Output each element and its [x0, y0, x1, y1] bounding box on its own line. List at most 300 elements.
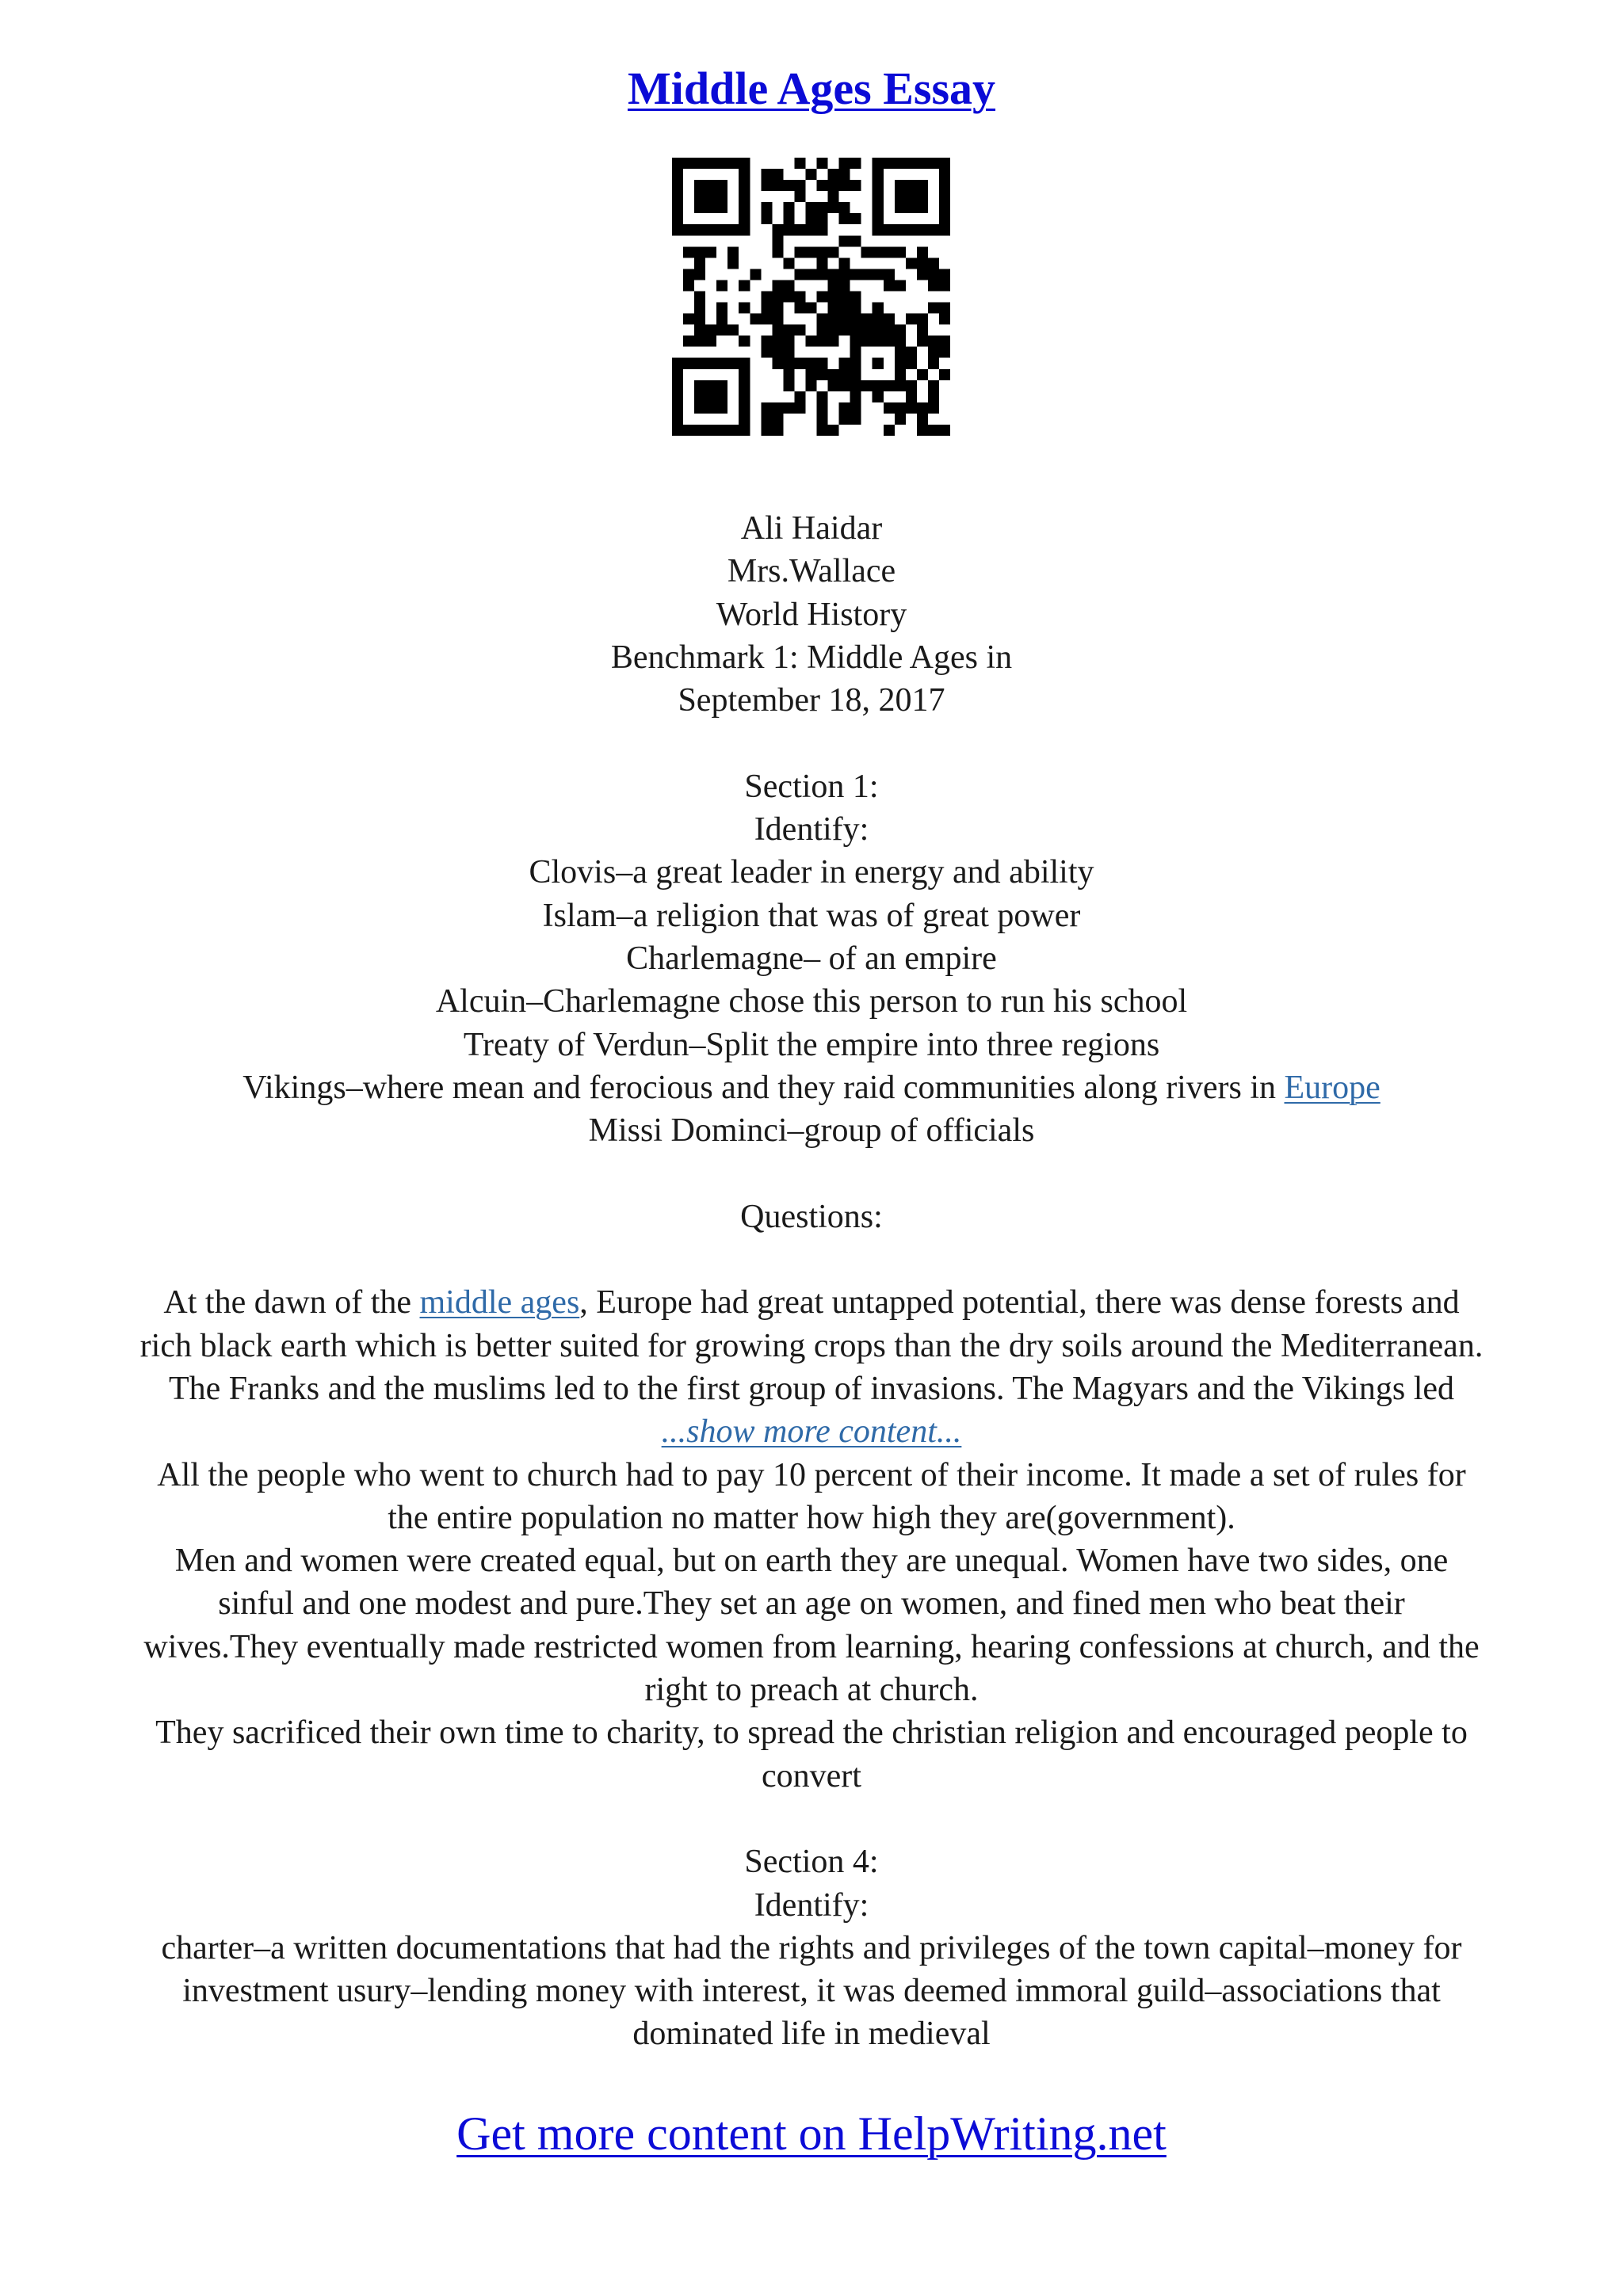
qr-module [772, 402, 783, 414]
qr-module [672, 224, 683, 235]
qr-module [861, 336, 873, 347]
qr-module [716, 425, 727, 436]
qr-module [928, 347, 939, 358]
middle-ages-link[interactable]: middle ages [419, 1284, 580, 1322]
qr-module [828, 202, 839, 213]
qr-module [884, 269, 895, 280]
qr-module [850, 336, 861, 347]
essay-body [63, 507, 1560, 2056]
qr-module [694, 425, 705, 436]
qr-module [817, 425, 828, 436]
qr-module [672, 180, 683, 191]
qr-module [772, 425, 783, 436]
qr-module [917, 191, 928, 202]
qr-module [783, 347, 794, 358]
p1-suffix: , Europe had great untapped potential, there was dense forests and [579, 1284, 1460, 1322]
qr-module [873, 224, 884, 235]
qr-module [873, 191, 884, 202]
qr-module [928, 303, 939, 314]
qr-module [928, 391, 939, 402]
qr-module [817, 291, 828, 302]
qr-module [694, 291, 705, 302]
qr-module [928, 402, 939, 414]
qr-module [939, 180, 950, 191]
paragraph-line: The Franks and the muslims led to the first group of invasions. The Magyars and the Vikings led [168, 1370, 1455, 1407]
qr-module [928, 280, 939, 291]
qr-module [850, 380, 861, 391]
qr-module [884, 425, 895, 436]
qr-module [716, 325, 727, 336]
qr-module [783, 280, 794, 291]
qr-module [895, 358, 906, 369]
qr-module [805, 369, 816, 380]
qr-module [906, 358, 917, 369]
qr-module [895, 347, 906, 358]
qr-module [672, 414, 683, 425]
qr-module [850, 269, 861, 280]
qr-module [839, 180, 850, 191]
qr-module [873, 213, 884, 224]
qr-module [817, 269, 828, 280]
qr-module [739, 425, 750, 436]
qr-module [850, 402, 861, 414]
qr-module [705, 425, 716, 436]
qr-module [873, 358, 884, 369]
qr-module [694, 180, 705, 191]
qr-module [727, 246, 739, 257]
qr-module [772, 303, 783, 314]
qr-module [739, 380, 750, 391]
qr-module [783, 180, 794, 191]
qr-module [805, 246, 816, 257]
qr-module [928, 425, 939, 436]
qr-module [694, 336, 705, 347]
qr-module [873, 380, 884, 391]
qr-module [805, 202, 816, 213]
paragraph-line: investment usury–lending money with interest, it was deemed immoral guild–associations that [182, 1973, 1441, 2010]
qr-module [739, 224, 750, 235]
qr-module [928, 336, 939, 347]
qr-module [672, 169, 683, 180]
title-link[interactable]: Middle Ages Essay [627, 63, 996, 114]
qr-module [817, 358, 828, 369]
qr-module [694, 246, 705, 257]
qr-module [873, 303, 884, 314]
qr-module [895, 280, 906, 291]
qr-module [772, 358, 783, 369]
show-more-link[interactable]: ...show more content... [661, 1413, 962, 1451]
qr-module [884, 325, 895, 336]
qr-module [694, 380, 705, 391]
qr-module [850, 369, 861, 380]
qr-module [716, 180, 727, 191]
qr-module [895, 380, 906, 391]
qr-module [839, 380, 850, 391]
qr-module [794, 269, 805, 280]
qr-module [850, 180, 861, 191]
spacer [63, 1798, 1560, 1840]
qr-module [705, 380, 716, 391]
qr-module [906, 191, 917, 202]
qr-module [839, 402, 850, 414]
qr-module [884, 246, 895, 257]
qr-module [839, 202, 850, 213]
author-name: Ali Haidar [740, 510, 883, 547]
qr-module [884, 314, 895, 325]
qr-module [906, 224, 917, 235]
qr-module [672, 213, 683, 224]
qr-module [917, 314, 928, 325]
qr-module [772, 347, 783, 358]
qr-module [761, 291, 772, 302]
qr-module [739, 158, 750, 169]
qr-module [783, 402, 794, 414]
qr-module [839, 235, 850, 246]
qr-module [783, 291, 794, 302]
qr-module [850, 325, 861, 336]
qr-module [873, 180, 884, 191]
qr-module [928, 257, 939, 269]
qr-module [739, 358, 750, 369]
qr-module [895, 158, 906, 169]
qr-module [850, 158, 861, 169]
qr-module [672, 191, 683, 202]
qr-module [772, 314, 783, 325]
qr-module [839, 314, 850, 325]
qr-module [817, 391, 828, 402]
qr-module [694, 402, 705, 414]
qr-module [839, 414, 850, 425]
identify-item: Missi Dominci–group of officials [588, 1112, 1035, 1150]
qr-module [917, 224, 928, 235]
qr-module [939, 314, 950, 325]
qr-module [850, 314, 861, 325]
qr-module [917, 269, 928, 280]
spacer [63, 1238, 1560, 1281]
qr-module [794, 402, 805, 414]
qr-code-icon [672, 158, 950, 436]
qr-module [817, 314, 828, 325]
qr-module [939, 336, 950, 347]
qr-module [828, 169, 839, 180]
qr-module [805, 336, 816, 347]
qr-module [939, 191, 950, 202]
qr-module [716, 391, 727, 402]
qr-module [817, 213, 828, 224]
qr-module [761, 425, 772, 436]
qr-module [861, 314, 873, 325]
qr-module [828, 280, 839, 291]
qr-module [672, 358, 683, 369]
qr-module [783, 202, 794, 213]
qr-module [672, 158, 683, 169]
qr-module [873, 336, 884, 347]
qr-module [705, 402, 716, 414]
qr-module [761, 314, 772, 325]
qr-module [805, 169, 816, 180]
qr-module [873, 202, 884, 213]
qr-module [772, 414, 783, 425]
qr-module [839, 213, 850, 224]
paragraph-line: All the people who went to church had to pay 10 percent of their income. It made a set of rules for [157, 1456, 1466, 1493]
qr-module [694, 391, 705, 402]
identify-item: Clovis–a great leader in energy and ability [529, 854, 1094, 891]
qr-module [739, 369, 750, 380]
qr-module [828, 191, 839, 202]
qr-module [805, 224, 816, 235]
qr-module [917, 246, 928, 257]
paragraph-line [63, 1281, 1560, 1324]
identify-item: Alcuin–Charlemagne chose this person to run his school [435, 983, 1188, 1020]
qr-module [817, 202, 828, 213]
qr-module [839, 303, 850, 314]
qr-module [861, 380, 873, 391]
qr-module [817, 224, 828, 235]
qr-module [683, 314, 694, 325]
qr-module [817, 180, 828, 191]
identify-item: Islam–a religion that was of great power [542, 897, 1081, 934]
qr-module [739, 191, 750, 202]
qr-module [917, 336, 928, 347]
qr-module [683, 425, 694, 436]
qr-module [783, 369, 794, 380]
qr-module [683, 336, 694, 347]
qr-module [705, 358, 716, 369]
qr-module [683, 158, 694, 169]
qr-module [761, 202, 772, 213]
qr-module [805, 213, 816, 224]
qr-module [716, 402, 727, 414]
qr-module [761, 414, 772, 425]
qr-module [939, 202, 950, 213]
identify-item-vikings [63, 1066, 1560, 1109]
spacer [63, 1152, 1560, 1195]
qr-module [772, 336, 783, 347]
qr-module [794, 246, 805, 257]
qr-module [750, 314, 761, 325]
qr-module [750, 269, 761, 280]
qr-module [683, 246, 694, 257]
qr-module [716, 314, 727, 325]
qr-module [739, 213, 750, 224]
qr-module [861, 325, 873, 336]
paragraph-line: rich black earth which is better suited for growing crops than the dry soils around the Mediterranean. [139, 1327, 1484, 1364]
qr-module [939, 425, 950, 436]
qr-module [817, 325, 828, 336]
qr-module [794, 180, 805, 191]
paragraph-line: They sacrificed their own time to charity, to spread the christian religion and encouraged people to [155, 1714, 1468, 1752]
show-more-line [63, 1410, 1560, 1453]
qr-module [850, 303, 861, 314]
qr-module [705, 336, 716, 347]
qr-module [805, 303, 816, 314]
qr-module [873, 169, 884, 180]
qr-module [783, 213, 794, 224]
qr-module [906, 402, 917, 414]
questions-heading: Questions: [740, 1198, 883, 1235]
qr-module [906, 180, 917, 191]
qr-module [705, 191, 716, 202]
qr-module [861, 246, 873, 257]
qr-module [850, 235, 861, 246]
get-more-content-link[interactable]: Get more content on HelpWriting.net [456, 2107, 1167, 2160]
qr-module [917, 158, 928, 169]
qr-module [828, 380, 839, 391]
qr-module [884, 402, 895, 414]
qr-module [839, 291, 850, 302]
identify-item: Treaty of Verdun–Split the empire into three regions [463, 1026, 1160, 1063]
qr-module [794, 391, 805, 402]
qr-module [906, 347, 917, 358]
assignment-name: Benchmark 1: Middle Ages in [610, 639, 1013, 676]
qr-module [850, 347, 861, 358]
qr-module [772, 280, 783, 291]
qr-module [939, 369, 950, 380]
qr-module [716, 358, 727, 369]
qr-module [739, 202, 750, 213]
qr-module [761, 402, 772, 414]
qr-module [917, 257, 928, 269]
qr-module [928, 380, 939, 391]
qr-module [928, 358, 939, 369]
paragraph-line: dominated life in medieval [632, 2016, 991, 2053]
qr-module [727, 224, 739, 235]
qr-module [839, 369, 850, 380]
qr-module [805, 380, 816, 391]
qr-module [939, 169, 950, 180]
qr-module [716, 303, 727, 314]
qr-module [694, 269, 705, 280]
qr-module [839, 325, 850, 336]
qr-module [906, 158, 917, 169]
qr-module [817, 369, 828, 380]
qr-module [716, 202, 727, 213]
qr-module [895, 414, 906, 425]
qr-module [906, 391, 917, 402]
qr-module [917, 402, 928, 414]
qr-module [705, 202, 716, 213]
qr-module [761, 180, 772, 191]
qr-module [716, 224, 727, 235]
qr-module [705, 246, 716, 257]
qr-module [839, 257, 850, 269]
qr-module [739, 414, 750, 425]
qr-module [895, 325, 906, 336]
europe-link[interactable]: Europe [1284, 1069, 1381, 1106]
qr-module [794, 325, 805, 336]
qr-module [861, 269, 873, 280]
p1-prefix: At the dawn of the [163, 1284, 420, 1322]
qr-module [939, 269, 950, 280]
qr-module [727, 257, 739, 269]
qr-module [694, 358, 705, 369]
qr-module [873, 314, 884, 325]
paragraph-line: the entire population no matter how high they are(government). [388, 1499, 1235, 1536]
qr-module [850, 291, 861, 302]
qr-module [917, 425, 928, 436]
qr-module [906, 202, 917, 213]
identify-item: Charlemagne– of an empire [626, 940, 997, 977]
qr-module [828, 246, 839, 257]
qr-module [772, 224, 783, 235]
qr-module [884, 380, 895, 391]
qr-module [839, 280, 850, 291]
qr-module [761, 336, 772, 347]
qr-module [716, 158, 727, 169]
qr-module [928, 269, 939, 280]
qr-module [895, 191, 906, 202]
qr-module [939, 280, 950, 291]
teacher-name: Mrs.Wallace [727, 553, 896, 590]
qr-module [906, 314, 917, 325]
qr-module [805, 269, 816, 280]
qr-module [672, 402, 683, 414]
section1-heading: Section 1: [744, 768, 879, 805]
qr-module [672, 391, 683, 402]
qr-module [727, 325, 739, 336]
qr-module [839, 269, 850, 280]
qr-module [672, 380, 683, 391]
qr-module [895, 246, 906, 257]
qr-module [727, 358, 739, 369]
qr-module [772, 235, 783, 246]
qr-module [917, 414, 928, 425]
qr-module [694, 191, 705, 202]
qr-module [884, 224, 895, 235]
qr-module [705, 224, 716, 235]
qr-module [906, 257, 917, 269]
qr-module [705, 325, 716, 336]
qr-module [895, 402, 906, 414]
qr-module [739, 303, 750, 314]
qr-module [716, 280, 727, 291]
qr-module [716, 191, 727, 202]
qr-module [727, 158, 739, 169]
qr-module [783, 325, 794, 336]
qr-module [694, 202, 705, 213]
qr-module [761, 213, 772, 224]
section4-identify-label: Identify: [754, 1886, 869, 1924]
qr-module [739, 280, 750, 291]
qr-module [895, 336, 906, 347]
qr-module [794, 158, 805, 169]
qr-module [917, 180, 928, 191]
spacer [63, 722, 1560, 765]
qr-module [873, 158, 884, 169]
qr-module [783, 336, 794, 347]
qr-module [817, 336, 828, 347]
qr-module [928, 158, 939, 169]
qr-module [850, 358, 861, 369]
qr-module [794, 191, 805, 202]
qr-module [884, 158, 895, 169]
qr-module [705, 391, 716, 402]
qr-module [828, 425, 839, 436]
qr-module [694, 325, 705, 336]
course-name: World History [716, 596, 907, 633]
qr-module [873, 325, 884, 336]
qr-module [727, 425, 739, 436]
qr-module [694, 314, 705, 325]
qr-module [694, 224, 705, 235]
qr-module [895, 202, 906, 213]
qr-module [761, 169, 772, 180]
qr-module [772, 246, 783, 257]
qr-module [683, 280, 694, 291]
qr-module [817, 158, 828, 169]
qr-module [828, 291, 839, 302]
paragraph-line: sinful and one modest and pure.They set an age on women, and fined men who beat their [218, 1585, 1405, 1623]
